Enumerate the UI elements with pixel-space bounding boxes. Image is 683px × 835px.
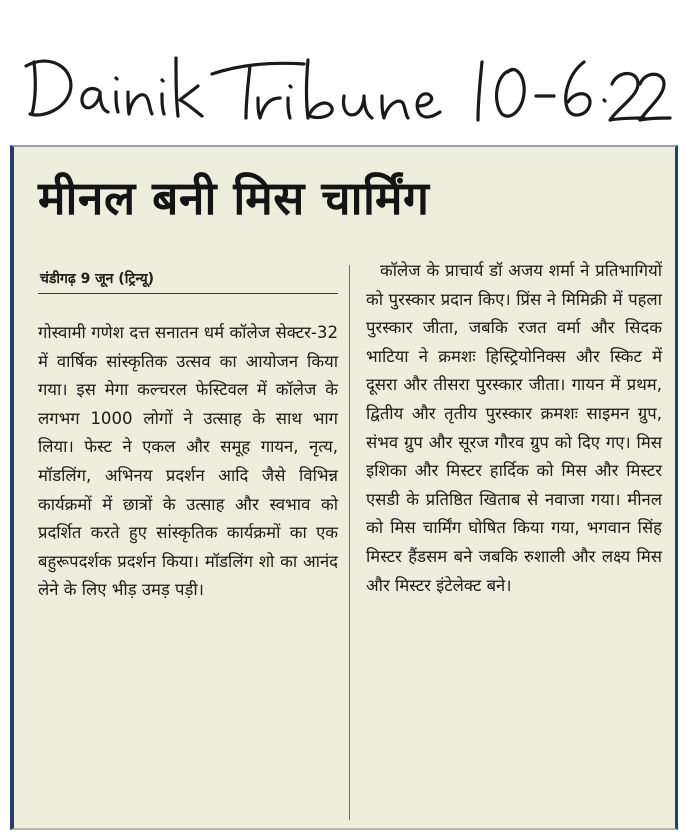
- newspaper-clipping: [10, 145, 678, 830]
- handwritten-signature-image: [12, 40, 672, 130]
- handwritten-source-note: [12, 40, 672, 130]
- column-divider: [349, 265, 350, 820]
- dateline: चंडीगढ़ 9 जून (ट्रिन्यू): [40, 271, 155, 287]
- dateline-rule: [38, 293, 338, 294]
- article-column-right: कॉलेज के प्राचार्य डॉ अजय शर्मा ने प्रतिभागियों को पुरस्कार प्रदान किए। प्रिंस ने मिमिक्री में पहला पुरस्कार जीता, जबकि रजत वर्मा और सिदक भाटिया ने क्रमशः हिस्ट्रियोनिक्स और स्किट में दूसरा और तीसरा पुरस्कार जीता। गायन में प्रथम, द्वितीय और तृतीय पुरस्कार क्रमशः साइमन ग्रुप, संभव ग्रुप और सूरज गौरव ग्रुप को दिए गए। मिस इशिका और मिस्टर हार्दिक को मिस और मिस्टर एसडी के प्रतिष्ठित खिताब से नवाजा गया। मीनल को मिस चार्मिंग घोषित किया गया, भगवान सिंह मिस्टर हैंडसम बने जबकि रुशाली और लक्ष्य मिस और मिस्टर इंटेलेक्ट बने।: [366, 261, 662, 595]
- article-column-left: गोस्वामी गणेश दत्त सनातन धर्म कॉलेज सेक्टर-32 में वार्षिक सांस्कृतिक उत्सव का आयोजन किया गया। इस मेगा कल्चरल फेस्टिवल में कॉलेज के लगभग 1000 लोगों ने उत्साह के साथ भाग लिया। फेस्ट ने एकल और समूह गायन, नृत्य, मॉडलिंग, अभिनय प्रदर्शन आदि जैसे विभिन्न कार्यक्रमों में छात्रों के उत्साह और स्वभाव को प्रदर्शित करते हुए सांस्कृतिक कार्यक्रमों का एक बहुरूपदर्शक प्रदर्शन किया। मॉडलिंग शो का आनंद लेने के लिए भीड़ उमड़ पड़ी।: [38, 323, 338, 600]
- headline: मीनल बनी मिस चार्मिंग: [38, 171, 430, 225]
